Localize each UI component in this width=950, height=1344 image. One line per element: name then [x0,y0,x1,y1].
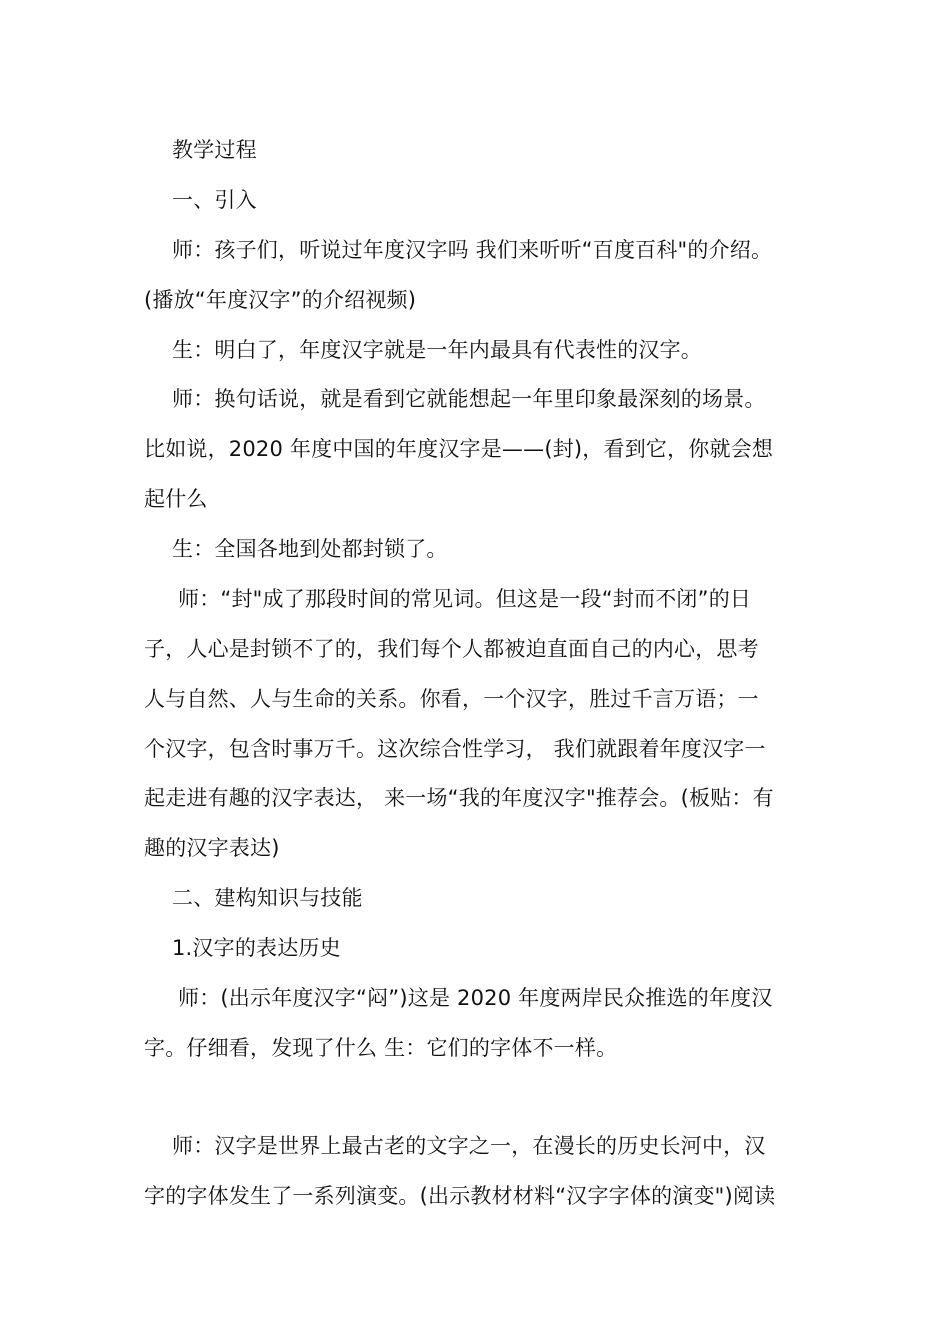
paragraph-line: (播放“年度汉字”的介绍视频) [144,288,417,312]
paragraph-line: 起走进有趣的汉字表达， 来一场“我的年度汉字"推荐会。(板贴：有 [144,786,774,810]
paragraph-line: 字的字体发生了一系列演变。(出示教材材料“汉字字体的演变")阅读 [144,1184,776,1208]
paragraph-line: 生：明白了，年度汉字就是一年内最具有代表性的汉字。 [172,338,702,362]
paragraph-line: 个汉字，包含时事万千。这次综合性学习， 我们就跟着年度汉字一 [144,737,766,761]
section-heading-introduction: 一、引入 [172,188,257,212]
section-heading-teaching-process: 教学过程 [172,138,257,162]
paragraph-line: 比如说，2020 年度中国的年度汉字是——(封)，看到它，你就会想 [144,437,774,461]
paragraph-line: 起什么 [144,487,208,511]
paragraph-line: 师：(出示年度汉字“闷”)这是 2020 年度两岸民众推选的年度汉 [178,986,773,1010]
paragraph-line: 师：换句话说，就是看到它就能想起一年里印象最深刻的场景。 [172,387,766,411]
paragraph-line: 师：“封"成了那段时间的常见词。但这是一段“封而不闭”的日 [178,587,752,611]
paragraph-line: 人与自然、人与生命的关系。你看，一个汉字，胜过千言万语；一 [144,687,759,711]
section-heading-knowledge-skills: 二、建构知识与技能 [172,886,363,910]
subsection-heading: 1.汉字的表达历史 [172,936,341,960]
paragraph-line: 趣的汉字表达) [144,836,280,860]
paragraph-line: 师：孩子们，听说过年度汉字吗 我们来听听“百度百科"的介绍。 [172,238,773,262]
paragraph-line: 师：汉字是世界上最古老的文字之一，在漫长的历史长河中，汉 [172,1134,766,1158]
paragraph-line: 生：全国各地到处都封锁了。 [172,537,448,561]
paragraph-line: 字。仔细看，发现了什么 生：它们的字体不一样。 [144,1036,618,1060]
paragraph-line: 子，人心是封锁不了的，我们每个人都被迫直面自己的内心，思考 [144,637,759,661]
